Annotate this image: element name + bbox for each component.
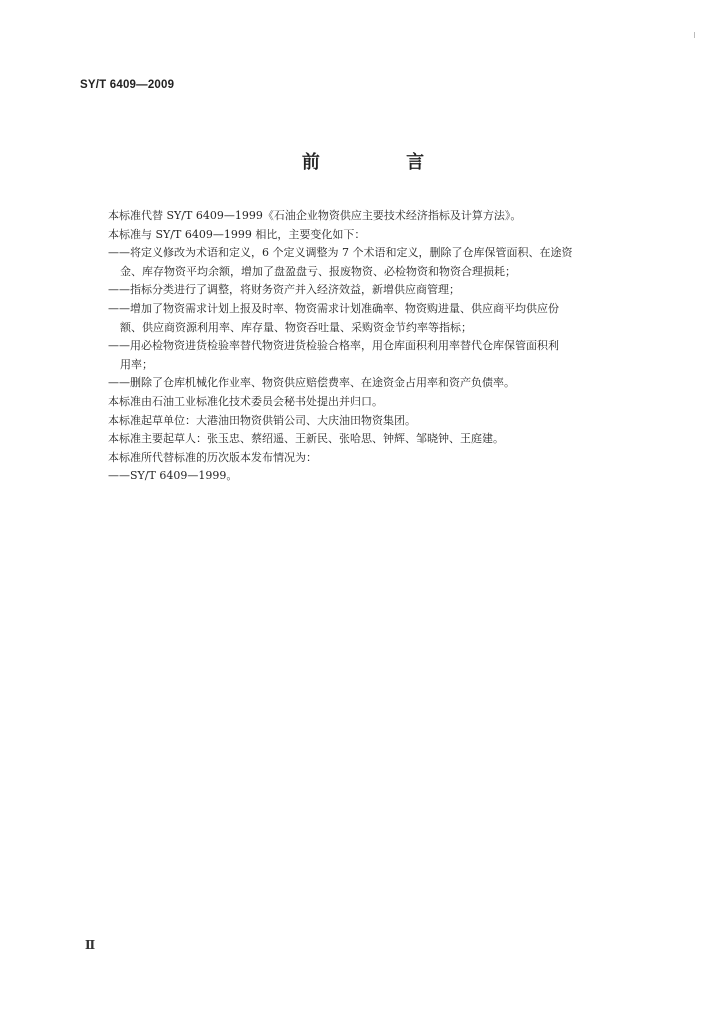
version-history-item: ——SY/T 6409—1999。 — [108, 469, 238, 483]
change-item-continuation: 用率； — [120, 357, 153, 371]
standard-number: SY/T 6409—2009 — [80, 79, 175, 91]
change-item-continuation: 额、供应商资源利用率、库存量、物资吞吐量、采购资金节约率等指标； — [120, 320, 472, 334]
page-number: Ⅱ — [85, 938, 96, 952]
scan-edge-mark — [694, 32, 695, 38]
page-title: 前 言 — [301, 152, 465, 173]
change-item: ——将定义修改为术语和定义，6 个定义调整为 7 个术语和定义，删除了仓库保管面积、在途资 — [108, 246, 573, 260]
change-item: ——增加了物资需求计划上报及时率、物资需求计划准确率、物资购进量、供应商平均供应份 — [108, 301, 559, 315]
paragraph-line: 本标准所代替标准的历次版本发布情况为： — [108, 450, 317, 464]
paragraph-line: 本标准代替 SY/T 6409—1999《石油企业物资供应主要技术经济指标及计算方法》。 — [108, 209, 522, 222]
change-item: ——用必检物资进货检验率替代物资进货检验合格率，用仓库面积利用率替代仓库保管面积利 — [108, 339, 559, 353]
change-item-continuation: 金、库存物资平均余额，增加了盘盈盘亏、报废物资、必检物资和物资合理损耗； — [120, 264, 516, 278]
paragraph-line: 本标准与 SY/T 6409—1999 相比，主要变化如下： — [108, 227, 366, 241]
foreword-body — [108, 207, 674, 486]
change-item: ——删除了仓库机械化作业率、物资供应赔偿费率、在途资金占用率和资产负债率。 — [108, 376, 515, 390]
paragraph-line: 本标准主要起草人：张玉忠、蔡绍遥、王新民、张哈思、钟辉、邹晓钟、王庭建。 — [108, 432, 504, 446]
paragraph-line: 本标准由石油工业标准化技术委员会秘书处提出并归口。 — [108, 394, 383, 408]
change-item: ——指标分类进行了调整，将财务资产并入经济效益，新增供应商管理； — [108, 283, 460, 297]
paragraph-line: 本标准起草单位：大港油田物资供销公司、大庆油田物资集团。 — [108, 413, 416, 427]
